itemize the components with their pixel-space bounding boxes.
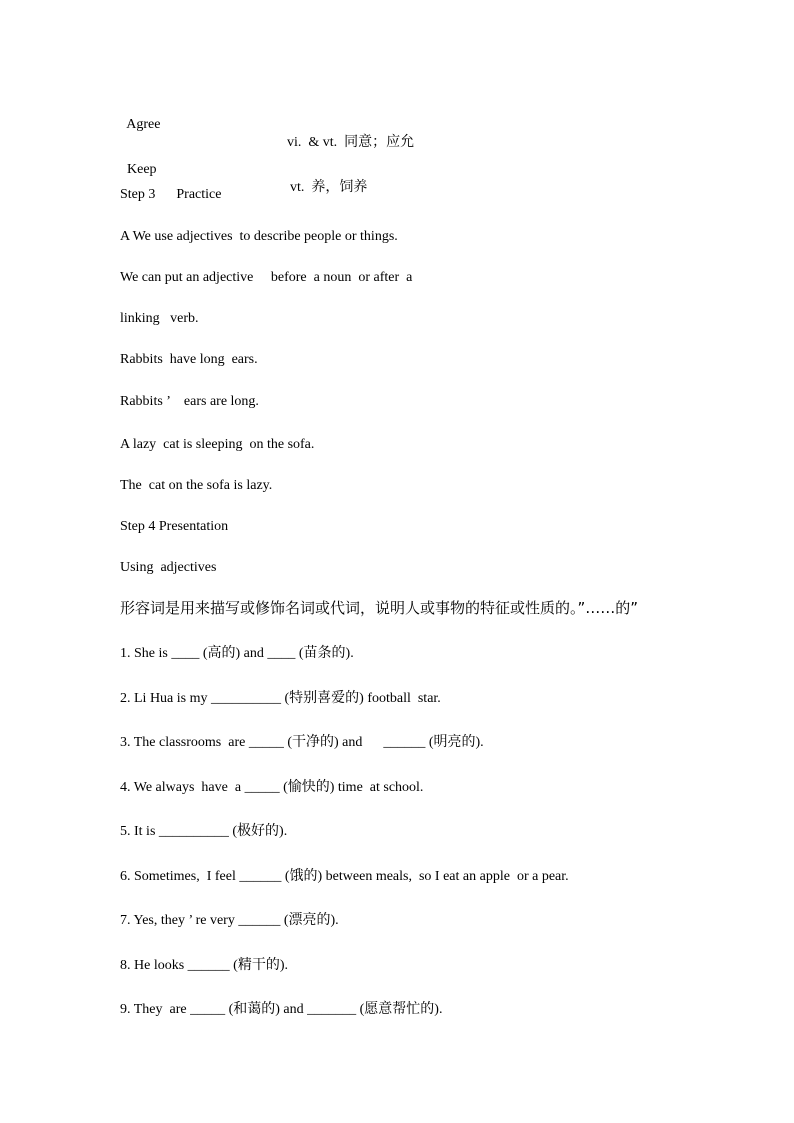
text-line: Rabbits have long ears. [120,352,258,367]
exercise-item: 6. Sometimes, I feel ______ (饿的) between meals, so I eat an apple or a pear. [120,869,569,884]
section-title: Using adjectives [120,560,217,575]
text-line: The cat on the sofa is lazy. [120,478,273,493]
vocab-definition: vi. & vt. 同意；应允 [287,135,415,150]
vocab-word: Agree [126,117,161,132]
step3-heading: Step 3 Practice [120,187,222,202]
vocab-definition: vt. 养，饲养 [290,180,368,195]
text-line: A lazy cat is sleeping on the sofa. [120,437,315,452]
exercise-item: 5. It is __________ (极好的). [120,824,288,839]
vocab-word: Keep [127,162,157,177]
exercise-item: 4. We always have a _____ (愉快的) time at school. [120,780,424,795]
exercise-item: 2. Li Hua is my __________ (特别喜爱的) football star. [120,691,441,706]
step4-heading: Step 4 Presentation [120,519,229,534]
exercise-item: 8. He looks ______ (精干的). [120,958,288,973]
exercise-item: 7. Yes, they ’ re very ______ (漂亮的). [120,913,339,928]
text-line: A We use adjectives to describe people or things. [120,229,398,244]
text-line: linking verb. [120,311,199,326]
text-line: Rabbits ’ ears are long. [120,394,259,409]
exercise-item: 9. They are _____ (和蔼的) and _______ (愿意帮忙的). [120,1002,443,1017]
chinese-definition: 形容词是用来描写或修饰名词或代词，说明人或事物的特征或性质的。”……的” [120,599,639,617]
text-line: We can put an adjective before a noun or after a [120,270,413,285]
exercise-item: 1. She is ____ (高的) and ____ (苗条的). [120,646,354,661]
exercise-item: 3. The classrooms are _____ (干净的) and ______ (明亮的). [120,735,484,750]
